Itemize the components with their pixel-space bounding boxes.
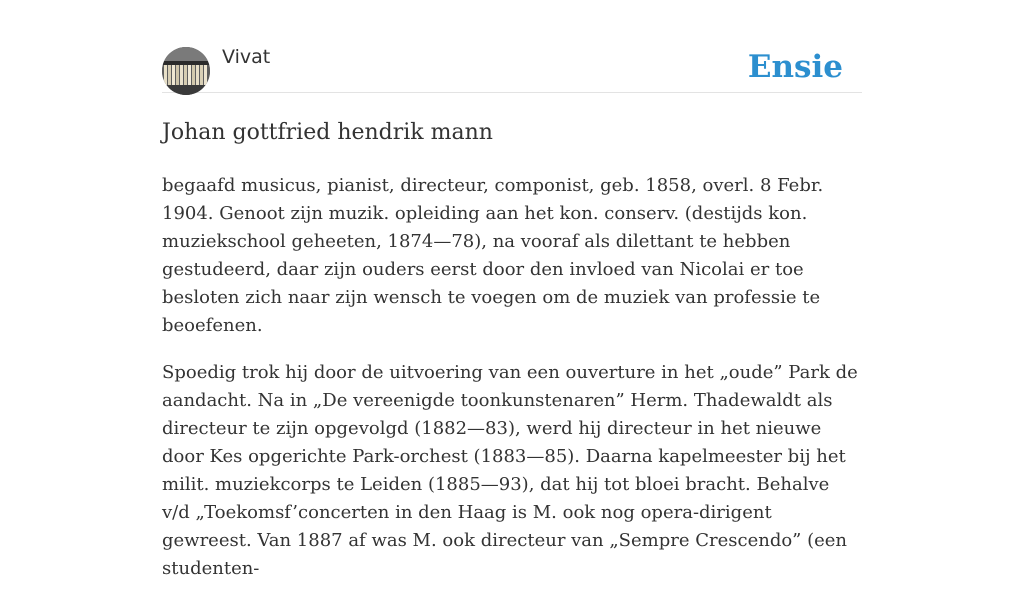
paragraph: begaafd musicus, pianist, directeur, componist, geb. 1858, overl. 8 Febr. 1904. Genoot zijn muzik. opleiding aan het kon. conserv. (destijds kon. muziekschool geheeten, 1874—78), na vooraf als dilettant te hebben gestudeerd, daar zijn ouders eerst door den invloed van Nicolai er toe besloten zich naar zijn wensch te voegen om de muziek van professie te beoefenen. (162, 175, 824, 336)
source-avatar[interactable] (162, 47, 210, 95)
article-title: Johan gottfried hendrik mann (162, 120, 493, 145)
book-shelf-avatar-icon (162, 47, 210, 95)
brand-logo[interactable]: Ensie (747, 49, 843, 85)
paragraph: Spoedig trok hij door de uitvoering van een ouverture in het „oude” Park de aandacht. Na in „De vereenigde toonkunstenaren” Herm. Thadewaldt als directeur te zijn opgevolgd (1882—83), werd hij directeur in het nieuwe door Kes opgerichte Park-orchest (1883—85). Daarna kapelmeester bij het milit. muziekcorps te Leiden (1885—93), dat hij tot bloei bracht. Behalve v/d „Toekomsf’concerten in den Haag is M. ook nog opera-dirigent gewreest. Van 1887 af was M. ook directeur van „Sempre Crescendo” (een studenten- (162, 362, 858, 579)
header (162, 0, 862, 93)
article-body (162, 172, 862, 583)
source-name[interactable]: Vivat (222, 46, 271, 68)
